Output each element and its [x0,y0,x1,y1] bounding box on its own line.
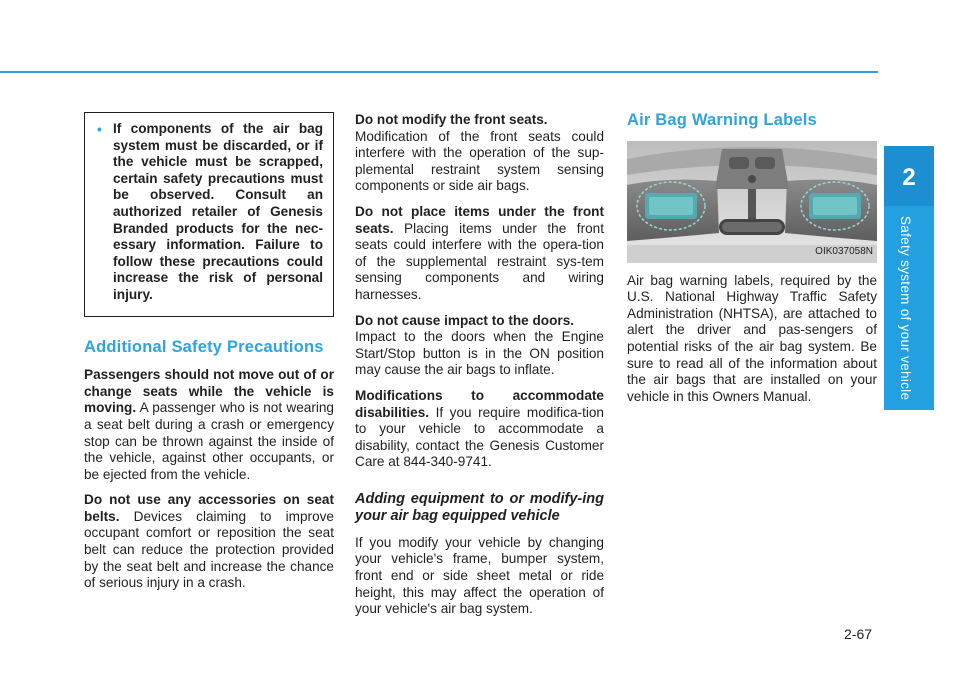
paragraph [84,492,334,592]
paragraph-lead: Do not cause impact to the doors. [355,312,575,328]
paragraph-body: A passenger who is not wearing a seat belt during a crash or emergency stop can be thrown against the inside of the vehicle, against other occupants, or be ejected from the vehicle. [84,400,334,482]
paragraph: If you modify your vehicle by changing your vehicle's frame, bumper system, front end or side sheet metal or ride height, this may affect the operation of your vehicle's air bag system. [355,534,604,617]
sun-visor-figure [627,141,877,263]
figure-code: OIK037058N [815,246,873,257]
paragraph-body: Modification of the front seats could interfere with the operation of the sup-plemental restraint system sensing components or side air bags. [355,128,604,194]
column-left [84,112,334,601]
paragraph-lead: Passengers should not move out of or change seats while the vehicle is moving. [84,367,334,416]
warning-item [95,121,323,304]
chapter-number: 2 [902,164,916,191]
paragraph-body: Devices claiming to improve occupant comfort or reposition the seat belt can reduce the protection provided by the seat belt and increase the chance of serious injury in a crash. [84,508,334,591]
header-rule [0,71,878,73]
warning-box [84,112,334,317]
section-heading-additional-safety: Additional Safety Precautions [84,337,324,356]
section-heading-warning-labels: Air Bag Warning Labels [627,111,817,129]
column-middle [355,112,604,627]
paragraph [355,313,604,379]
paragraph-body: Placing items under the front seats could interfere with the opera-tion of the supplemental restraint sys-tem sensing components and wiring harnesses. [355,220,604,302]
paragraph [355,388,604,471]
paragraph-body: Impact to the doors when the Engine Start/Stop button is in the ON position may cause the air bags to inflate. [355,329,604,378]
paragraph-lead: Do not modify the front seats. [355,112,548,127]
paragraph [355,112,604,195]
paragraph: Air bag warning labels, required by the U.S. National Highway Traffic Safety Administration (NHTSA), are attached to alert the driver and pas-sengers of potential risks of the air bag system. Be sure to read all of the information about the air bags that are installed on your vehicle in this Owners Manual. [627,272,877,404]
paragraph [355,204,604,304]
chapter-sidebar [884,146,934,410]
subsection-heading-adding-equipment: Adding equipment to or modify-ing your air bag equipped vehicle [355,490,604,524]
page-number: 2-67 [844,626,873,642]
paragraph [84,367,334,483]
column-right [627,112,877,414]
bullet-icon: • [97,121,102,137]
paragraph-lead: Do not use any accessories on seat belts. [84,492,334,524]
paragraph-body: If you require modifica-tion to your vehicle to accommodate a disability, contact the Genesis Customer Care at 844-340-9741. [355,404,604,470]
paragraph-lead: Do not place items under the front seats. [355,203,604,236]
chapter-title: Safety system of your vehicle [898,216,913,401]
chapter-number-box [884,146,934,206]
paragraph-lead: Modifications to accommodate disabilities. [355,387,604,420]
warning-text: If components of the air bag system must be discarded, or if the vehicle must be scrapped, certain safety precautions must be observed. Consult an authorized retailer of Genesis Branded products for the nec-essary information. Failure to follow these precautions could increase the risk of personal injury. [113,121,323,302]
